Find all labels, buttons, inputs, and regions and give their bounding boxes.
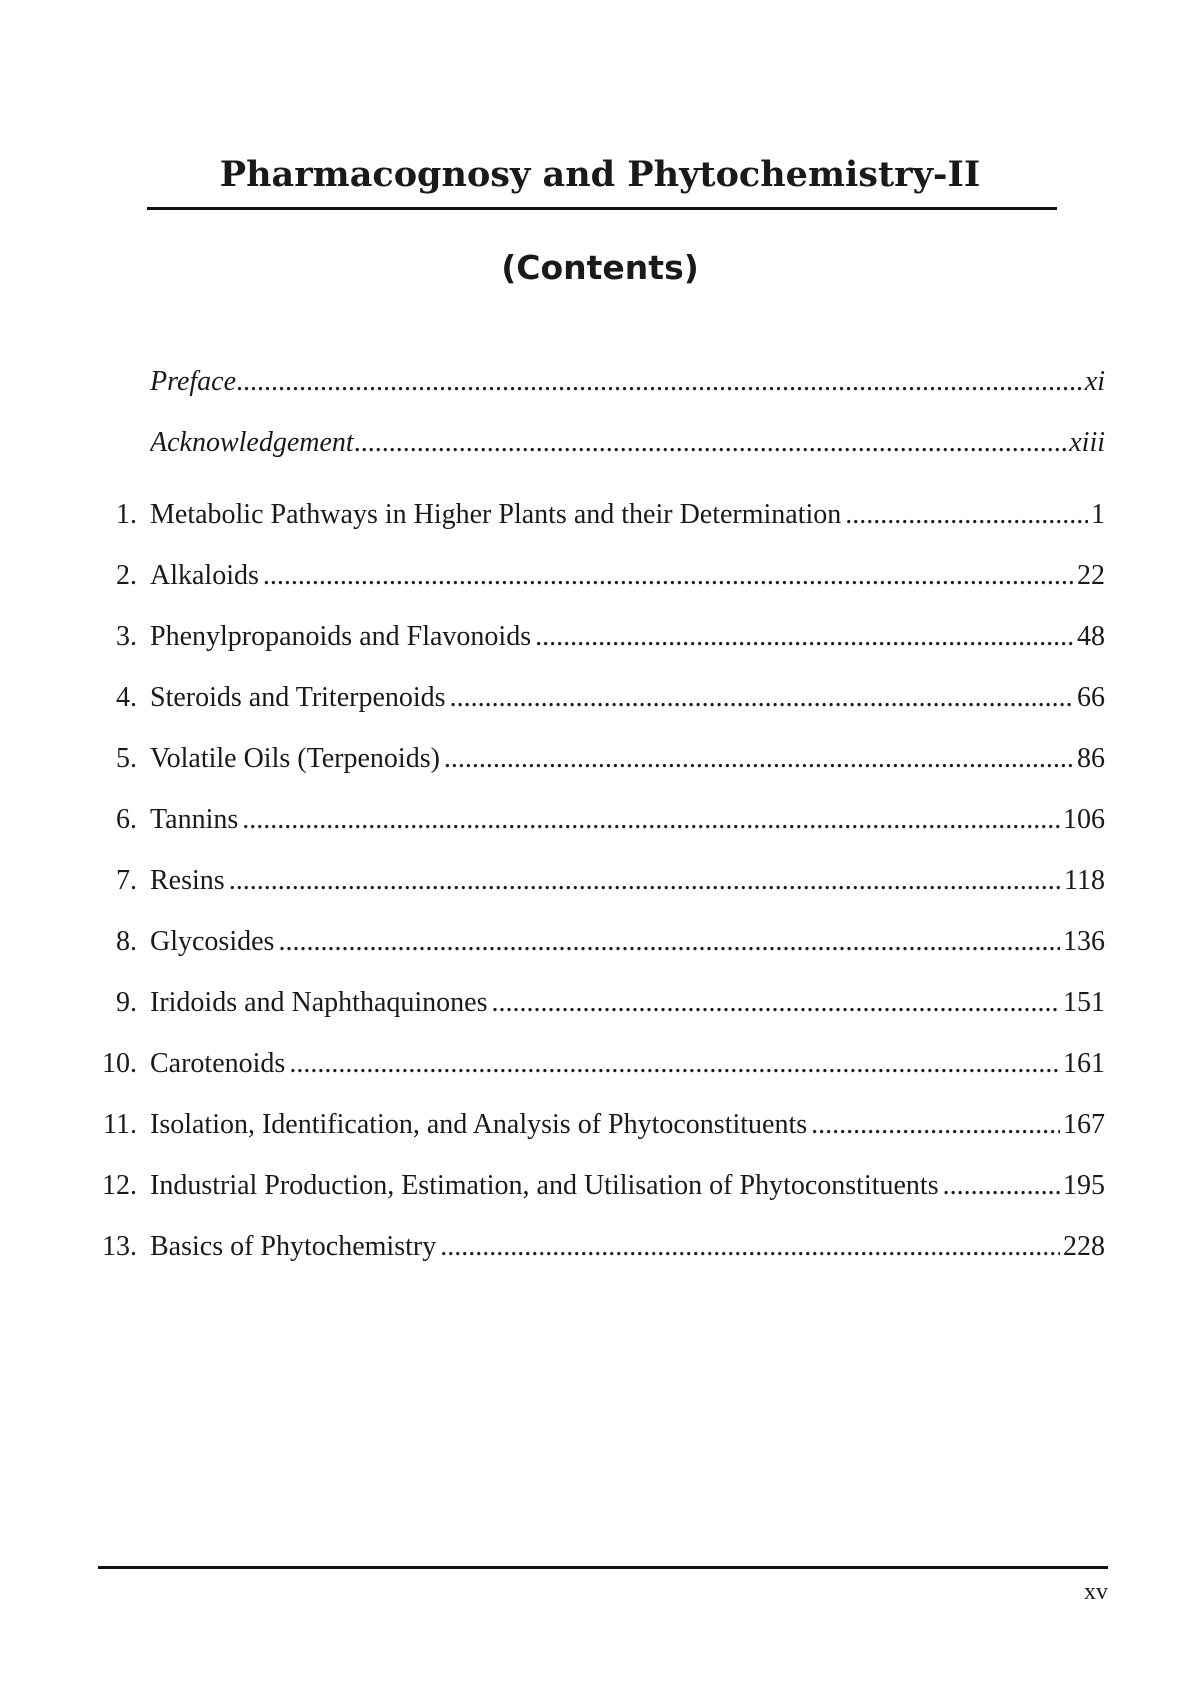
chapter-number: 1. — [116, 499, 137, 530]
toc-entry-chapter-8[interactable] — [0, 922, 1200, 962]
chapter-title: Industrial Production, Estimation, and Utilisation of Phytoconstituents — [150, 1170, 939, 1201]
dot-leader — [354, 423, 1067, 463]
dot-leader — [492, 983, 1061, 1023]
chapter-page: 136 — [1063, 926, 1105, 957]
chapter-page: 1 — [1091, 499, 1105, 530]
dot-leader — [535, 617, 1074, 657]
toc-entry-line — [150, 800, 1105, 840]
contents-heading: (Contents) — [501, 248, 699, 287]
title-divider — [147, 207, 1057, 210]
chapter-number: 10. — [102, 1048, 137, 1079]
chapter-page: 161 — [1063, 1048, 1105, 1079]
dot-leader — [444, 739, 1074, 779]
toc-entry-line — [150, 678, 1105, 718]
toc-entry-chapter-12[interactable] — [0, 1166, 1200, 1206]
dot-leader — [845, 495, 1088, 535]
toc-entry-chapter-3[interactable] — [0, 617, 1200, 657]
chapter-page: 151 — [1063, 987, 1105, 1018]
toc-entry-line — [150, 1227, 1105, 1267]
chapter-number: 6. — [116, 804, 137, 835]
chapter-page: 66 — [1077, 682, 1105, 713]
chapter-page: 167 — [1063, 1109, 1105, 1140]
dot-leader — [440, 1227, 1060, 1267]
chapter-number: 9. — [116, 987, 137, 1018]
chapter-title: Tannins — [150, 804, 239, 835]
chapter-title: Resins — [150, 865, 225, 896]
footer-divider — [98, 1566, 1108, 1569]
dot-leader — [811, 1105, 1060, 1145]
chapter-title: Alkaloids — [150, 560, 259, 591]
toc-entry-line — [150, 1044, 1105, 1084]
chapter-title: Metabolic Pathways in Higher Plants and their Determination — [150, 499, 842, 530]
chapter-number: 4. — [116, 682, 137, 713]
toc-entry-line — [150, 617, 1105, 657]
chapter-page: 228 — [1063, 1231, 1105, 1262]
chapter-title: Steroids and Triterpenoids — [150, 682, 446, 713]
toc-entry-chapter-4[interactable] — [0, 678, 1200, 718]
dot-leader — [278, 922, 1060, 962]
toc-entry-line — [150, 983, 1105, 1023]
chapter-title: Glycosides — [150, 926, 275, 957]
chapter-number: 5. — [116, 743, 137, 774]
toc-entry-line — [150, 1166, 1105, 1206]
toc-entry-line — [150, 556, 1105, 596]
chapter-number: 2. — [116, 560, 137, 591]
dot-leader — [229, 861, 1061, 901]
chapter-title: Phenylpropanoids and Flavonoids — [150, 621, 532, 652]
toc-entry-chapter-7[interactable] — [0, 861, 1200, 901]
dot-leader — [943, 1166, 1060, 1206]
chapter-page: 106 — [1063, 804, 1105, 835]
dot-leader — [450, 678, 1074, 718]
toc-entry-page: xi — [1084, 366, 1105, 397]
toc-entry-title: Preface — [150, 366, 237, 397]
toc-entry-chapter-11[interactable] — [0, 1105, 1200, 1145]
toc-entry-line — [150, 861, 1105, 901]
toc-entry-chapter-9[interactable] — [0, 983, 1200, 1023]
toc-entry-chapter-5[interactable] — [0, 739, 1200, 779]
chapter-number: 12. — [102, 1170, 137, 1201]
dot-leader — [236, 362, 1082, 402]
toc-entry-title: Acknowledgement — [150, 427, 354, 458]
book-title: Pharmacognosy and Phytochemistry-II — [219, 154, 981, 195]
chapter-title: Isolation, Identification, and Analysis of Phytoconstituents — [150, 1109, 808, 1140]
toc-entry-chapter-6[interactable] — [0, 800, 1200, 840]
toc-entry-line — [150, 495, 1105, 535]
toc-entry-chapter-2[interactable] — [0, 556, 1200, 596]
chapter-number: 11. — [103, 1109, 137, 1140]
toc-entry-chapter-13[interactable] — [0, 1227, 1200, 1267]
chapter-number: 13. — [102, 1231, 137, 1262]
chapter-page: 22 — [1077, 560, 1105, 591]
chapter-page: 48 — [1077, 621, 1105, 652]
chapter-number: 3. — [116, 621, 137, 652]
dot-leader — [242, 800, 1060, 840]
toc-entry-line — [150, 1105, 1105, 1145]
toc-entry-line — [150, 739, 1105, 779]
toc-entry-line — [150, 362, 1105, 402]
page-number: xv — [1084, 1579, 1108, 1605]
toc-entry-line — [150, 423, 1105, 463]
toc-entry-chapter-10[interactable] — [0, 1044, 1200, 1084]
chapter-number: 7. — [116, 865, 137, 896]
chapter-number: 8. — [116, 926, 137, 957]
toc-entry-line — [150, 922, 1105, 962]
chapter-title: Iridoids and Naphthaquinones — [150, 987, 488, 1018]
dot-leader — [289, 1044, 1060, 1084]
toc-entry-preface[interactable] — [0, 362, 1200, 402]
chapter-title: Carotenoids — [150, 1048, 286, 1079]
chapter-page: 195 — [1063, 1170, 1105, 1201]
toc-entry-chapter-1[interactable] — [0, 495, 1200, 535]
chapter-title: Volatile Oils (Terpenoids) — [150, 743, 440, 774]
toc-entry-page: xiii — [1069, 427, 1105, 458]
chapter-page: 86 — [1077, 743, 1105, 774]
chapter-title: Basics of Phytochemistry — [150, 1231, 437, 1262]
toc-entry-acknowledgement[interactable] — [0, 423, 1200, 463]
chapter-page: 118 — [1064, 865, 1105, 896]
dot-leader — [263, 556, 1074, 596]
